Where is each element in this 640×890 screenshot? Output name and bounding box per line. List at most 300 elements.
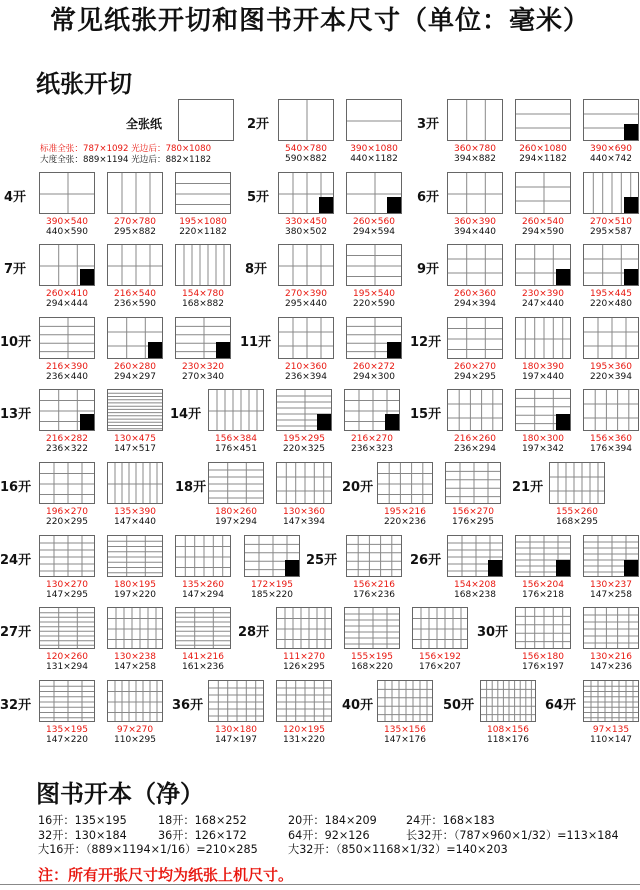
size-label: [33, 725, 101, 745]
trimmed-size: 260×1080: [519, 144, 567, 154]
sheet-size: 126×295: [283, 662, 325, 672]
sheet-size: 118×176: [487, 735, 529, 745]
sheet-size: 590×882: [285, 154, 327, 164]
cut-count-label: 28开: [238, 625, 270, 640]
offcut-block: [317, 414, 331, 430]
size-label: [33, 289, 101, 309]
sheet-size: 147×517: [114, 444, 156, 454]
cut-count-label: 15开: [410, 407, 442, 422]
sheet-size: 236×322: [46, 444, 88, 454]
offcut-block: [216, 342, 230, 358]
size-label: [272, 217, 340, 237]
size-label: [101, 580, 169, 600]
book-size-entry: 18开：168×252: [158, 814, 247, 827]
paper-sheet-box: [515, 172, 571, 214]
paper-sheet-box: [276, 462, 332, 504]
cut-count-label: 11开: [240, 335, 272, 350]
paper-sheet-box: [175, 535, 231, 577]
offcut-block: [624, 197, 638, 213]
offcut-block: [80, 414, 94, 430]
trimmed-size: 230×390: [522, 289, 564, 299]
book-size-entry: 64开：92×126: [288, 828, 370, 842]
bottom-divider: [0, 884, 640, 885]
size-label: [577, 289, 640, 309]
trimmed-size: 270×510: [590, 217, 632, 227]
paper-sheet-box: [107, 535, 163, 577]
cut-count-label: 64开: [545, 698, 577, 713]
trimmed-size: 130×216: [590, 652, 632, 662]
sheet-size: 168×220: [351, 662, 393, 672]
paper-sheet-box: [583, 607, 639, 649]
paper-sheet-box: [107, 462, 163, 504]
trimmed-size: 195×216: [384, 507, 426, 517]
size-label: [101, 217, 169, 237]
size-label: [441, 289, 509, 309]
size-label: [33, 652, 101, 672]
trimmed-size: 120×195: [283, 725, 325, 735]
offcut-block: [624, 560, 638, 576]
size-label: [101, 507, 169, 527]
sheet-size: 295×587: [590, 227, 632, 237]
trimmed-size: 135×260: [182, 580, 224, 590]
size-label: [441, 217, 509, 237]
paper-sheet-box: [107, 389, 163, 431]
size-label: [509, 362, 577, 382]
paper-sheet-box: [107, 317, 163, 359]
size-label: [509, 289, 577, 309]
paper-sheet-box: [583, 244, 639, 286]
sheet-size: 236×294: [454, 444, 496, 454]
paper-sheet-box: [107, 680, 163, 722]
size-label: [340, 362, 408, 382]
paper-sheet-box: [39, 462, 95, 504]
offcut-block: [488, 560, 502, 576]
trimmed-size: 195×295: [283, 434, 325, 444]
sheet-size: 147×220: [46, 735, 88, 745]
trimmed-size: 216×390: [46, 362, 88, 372]
size-label: [270, 725, 338, 745]
sheet-size: 147×258: [114, 662, 156, 672]
size-label: [509, 144, 577, 164]
sheet-size: 236×590: [114, 299, 156, 309]
paper-sheet-box: [175, 244, 231, 286]
trimmed-size: 195×540: [353, 289, 395, 299]
paper-sheet-box: [346, 535, 402, 577]
size-label: [441, 362, 509, 382]
size-label: [577, 144, 640, 164]
full-sheet-label: 全张纸: [126, 117, 163, 131]
trimmed-size: 97×135: [592, 725, 630, 735]
sheet-size: 220×236: [384, 517, 426, 527]
trimmed-size: 360×780: [454, 144, 496, 154]
std-full-value: 787×1092 光边后：780×1080: [82, 144, 212, 154]
book-size-entry: 20开：184×209: [288, 814, 377, 827]
sheet-size: 147×295: [46, 590, 88, 600]
sheet-size: 295×882: [114, 227, 156, 237]
trimmed-size: 216×270: [351, 434, 393, 444]
paper-sheet-box: [412, 607, 468, 649]
paper-sheet-box: [447, 172, 503, 214]
trimmed-size: 141×216: [182, 652, 224, 662]
sheet-size: 220×325: [283, 444, 325, 454]
trimmed-size: 156×270: [452, 507, 494, 517]
trimmed-size: 111×270: [283, 652, 325, 662]
trimmed-size: 260×540: [522, 217, 564, 227]
trimmed-size: 155×195: [351, 652, 393, 662]
offcut-block: [624, 269, 638, 285]
trimmed-size: 130×360: [283, 507, 325, 517]
size-label: [272, 362, 340, 382]
paper-sheet-box: [515, 99, 571, 141]
trimmed-size: 108×156: [487, 725, 529, 735]
sheet-size: 161×236: [182, 662, 224, 672]
sheet-size: 168×882: [182, 299, 224, 309]
size-label: [238, 580, 306, 600]
trimmed-size: 390×1080: [350, 144, 398, 154]
trimmed-size: 195×1080: [179, 217, 227, 227]
cut-count-label: 25开: [306, 553, 338, 568]
trimmed-size: 260×560: [353, 217, 395, 227]
sheet-size: 220×590: [353, 299, 395, 309]
sheet-size: 185×220: [251, 590, 293, 600]
size-label: [33, 580, 101, 600]
size-label: [101, 289, 169, 309]
paper-sheet-box: [447, 99, 503, 141]
trimmed-size: 156×360: [590, 434, 632, 444]
sheet-size: 176×394: [590, 444, 632, 454]
trimmed-size: 540×780: [285, 144, 327, 154]
size-label: [101, 362, 169, 382]
cut-count-label: 2开: [247, 117, 270, 132]
trimmed-size: 260×272: [353, 362, 395, 372]
trimmed-size: 180×300: [522, 434, 564, 444]
trimmed-size: 97×270: [116, 725, 154, 735]
paper-sheet-box: [276, 389, 332, 431]
section-paper-title: 纸张开切: [36, 70, 132, 98]
size-label: [509, 434, 577, 454]
cut-count-label: 20开: [342, 480, 374, 495]
sheet-size: 380×502: [285, 227, 327, 237]
size-label: [33, 434, 101, 454]
size-label: [169, 652, 237, 672]
paper-sheet-box: [175, 607, 231, 649]
size-label: [169, 217, 237, 237]
full-sheet-sizes: [40, 144, 211, 166]
sheet-size: 168×295: [556, 517, 598, 527]
trimmed-size: 216×540: [114, 289, 156, 299]
sheet-size: 394×882: [454, 154, 496, 164]
paper-sheet-box: [39, 535, 95, 577]
cut-count-label: 30开: [477, 625, 509, 640]
size-label: [509, 217, 577, 237]
paper-sheet-box: [278, 99, 334, 141]
paper-sheet-box: [515, 535, 571, 577]
sheet-size: 220×1182: [179, 227, 227, 237]
size-label: [101, 652, 169, 672]
cut-count-label: 9开: [417, 262, 440, 277]
size-label: [270, 652, 338, 672]
size-label: [272, 144, 340, 164]
sheet-size: 236×440: [46, 372, 88, 382]
size-label: [340, 289, 408, 309]
paper-sheet-box: [208, 389, 264, 431]
paper-sheet-box: [39, 172, 95, 214]
cut-count-label: 3开: [417, 117, 440, 132]
size-label: [272, 289, 340, 309]
size-label: [474, 725, 542, 745]
size-label: [338, 652, 406, 672]
book-size-entry: 16开：135×195: [38, 814, 127, 827]
trimmed-size: 135×195: [46, 725, 88, 735]
sheet-size: 197×342: [522, 444, 564, 454]
cut-count-label: 24开: [0, 553, 32, 568]
paper-sheet-box: [178, 99, 234, 141]
sheet-size: 294×295: [454, 372, 496, 382]
paper-sheet-box: [39, 244, 95, 286]
trimmed-size: 195×445: [590, 289, 632, 299]
sheet-size: 147×236: [590, 662, 632, 672]
sheet-size: 247×440: [522, 299, 564, 309]
size-label: [202, 725, 270, 745]
trimmed-size: 180×195: [114, 580, 156, 590]
offcut-block: [148, 342, 162, 358]
trimmed-size: 130×237: [590, 580, 632, 590]
trimmed-size: 156×180: [522, 652, 564, 662]
section-book-title: 图书开本（净）: [36, 780, 204, 808]
size-label: [577, 580, 640, 600]
paper-sheet-box: [278, 317, 334, 359]
cut-count-label: 16开: [0, 480, 32, 495]
sheet-size: 176×197: [522, 662, 564, 672]
size-label: [340, 144, 408, 164]
sheet-size: 220×480: [590, 299, 632, 309]
size-label: [577, 725, 640, 745]
trimmed-size: 260×270: [454, 362, 496, 372]
size-label: [169, 580, 237, 600]
trimmed-size: 260×360: [454, 289, 496, 299]
sheet-size: 220×394: [590, 372, 632, 382]
sheet-size: 270×340: [182, 372, 224, 382]
sheet-size: 294×394: [454, 299, 496, 309]
trimmed-size: 154×780: [182, 289, 224, 299]
size-label: [340, 217, 408, 237]
paper-sheet-box: [515, 389, 571, 431]
book-size-entry: 36开：126×172: [158, 828, 247, 842]
trimmed-size: 270×780: [114, 217, 156, 227]
trimmed-size: 260×280: [114, 362, 156, 372]
trimmed-size: 390×540: [46, 217, 88, 227]
size-label: [441, 434, 509, 454]
cut-count-label: 5开: [247, 190, 270, 205]
size-label: [371, 507, 439, 527]
sheet-size: 131×220: [283, 735, 325, 745]
trimmed-size: 156×192: [419, 652, 461, 662]
offcut-block: [387, 342, 401, 358]
paper-sheet-box: [447, 317, 503, 359]
paper-sheet-box: [208, 680, 264, 722]
trimmed-size: 120×260: [46, 652, 88, 662]
offcut-block: [556, 414, 570, 430]
size-label: [577, 362, 640, 382]
trimmed-size: 216×260: [454, 434, 496, 444]
offcut-block: [319, 197, 333, 213]
cut-count-label: 21开: [512, 480, 544, 495]
size-label: [543, 507, 611, 527]
paper-sheet-box: [515, 607, 571, 649]
sheet-size: 197×294: [215, 517, 257, 527]
sheet-size: 131×294: [46, 662, 88, 672]
std-full-prefix: 标准全张：: [40, 144, 83, 154]
sheet-size: 110×295: [114, 735, 156, 745]
sheet-size: 220×295: [46, 517, 88, 527]
cut-count-label: 10开: [0, 335, 32, 350]
page-title: 常见纸张开切和图书开本尺寸（单位：毫米）: [49, 6, 590, 36]
paper-sheet-box: [276, 680, 332, 722]
sheet-size: 176×451: [215, 444, 257, 454]
size-label: [509, 652, 577, 672]
sheet-size: 176×295: [452, 517, 494, 527]
cut-count-label: 26开: [410, 553, 442, 568]
cut-count-label: 32开: [0, 698, 32, 713]
paper-sheet-box: [377, 462, 433, 504]
sheet-size: 110×147: [590, 735, 632, 745]
size-label: [169, 362, 237, 382]
trimmed-size: 135×390: [114, 507, 156, 517]
sheet-size: 394×440: [454, 227, 496, 237]
sheet-size: 147×294: [182, 590, 224, 600]
size-label: [338, 434, 406, 454]
sheet-size: 147×176: [384, 735, 426, 745]
paper-sheet-box: [445, 462, 501, 504]
size-label: [439, 507, 507, 527]
sheet-size: 294×594: [353, 227, 395, 237]
trimmed-size: 180×260: [215, 507, 257, 517]
paper-sheet-box: [480, 680, 536, 722]
sheet-size: 440×742: [590, 154, 632, 164]
trimmed-size: 156×204: [522, 580, 564, 590]
sheet-size: 147×258: [590, 590, 632, 600]
trimmed-size: 155×260: [556, 507, 598, 517]
book-size-entry: 大32开：（850×1168×1/32）=140×203: [288, 843, 508, 856]
size-label: [577, 434, 640, 454]
paper-sheet-box: [346, 99, 402, 141]
sheet-size: 294×297: [114, 372, 156, 382]
paper-sheet-box: [278, 172, 334, 214]
trimmed-size: 196×270: [46, 507, 88, 517]
paper-sheet-box: [344, 607, 400, 649]
sheet-size: 168×238: [454, 590, 496, 600]
paper-sheet-box: [447, 244, 503, 286]
size-label: [441, 580, 509, 600]
trimmed-size: 195×360: [590, 362, 632, 372]
book-size-entry: 长32开：（787×960×1/32）=113×184: [406, 828, 619, 842]
offcut-block: [385, 414, 399, 430]
paper-sheet-box: [583, 389, 639, 431]
size-label: [202, 434, 270, 454]
paper-sheet-box: [39, 607, 95, 649]
cut-count-label: 4开: [4, 190, 27, 205]
trimmed-size: 260×410: [46, 289, 88, 299]
paper-sheet-box: [175, 317, 231, 359]
book-size-entry: 32开：130×184: [38, 828, 127, 842]
size-label: [270, 434, 338, 454]
offcut-block: [556, 560, 570, 576]
size-label: [509, 580, 577, 600]
trimmed-size: 270×390: [285, 289, 327, 299]
size-label: [340, 580, 408, 600]
size-label: [33, 362, 101, 382]
paper-sheet-box: [344, 389, 400, 431]
size-label: [33, 507, 101, 527]
sheet-size: 147×394: [283, 517, 325, 527]
paper-sheet-box: [208, 462, 264, 504]
paper-sheet-box: [39, 389, 95, 431]
trimmed-size: 180×390: [522, 362, 564, 372]
sheet-size: 176×207: [419, 662, 461, 672]
trimmed-size: 210×360: [285, 362, 327, 372]
size-label: [202, 507, 270, 527]
sheet-size: 294×300: [353, 372, 395, 382]
size-label: [577, 217, 640, 237]
cut-count-label: 7开: [4, 262, 27, 277]
paper-sheet-box: [583, 680, 639, 722]
paper-sheet-box: [515, 244, 571, 286]
size-label: [101, 434, 169, 454]
paper-sheet-box: [377, 680, 433, 722]
trimmed-size: 130×475: [114, 434, 156, 444]
size-label: [441, 144, 509, 164]
size-label: [270, 507, 338, 527]
paper-sheet-box: [278, 244, 334, 286]
sheet-size: 236×394: [285, 372, 327, 382]
trimmed-size: 130×270: [46, 580, 88, 590]
sheet-size: 147×440: [114, 517, 156, 527]
paper-sheet-box: [583, 172, 639, 214]
paper-sheet-box: [447, 535, 503, 577]
paper-sheet-box: [39, 680, 95, 722]
sheet-size: 440×590: [46, 227, 88, 237]
paper-sheet-box: [346, 317, 402, 359]
sheet-size: 176×236: [353, 590, 395, 600]
sheet-size: 147×197: [215, 735, 257, 745]
paper-sheet-box: [346, 172, 402, 214]
paper-sheet-box: [107, 244, 163, 286]
size-label: [577, 652, 640, 672]
offcut-block: [285, 560, 299, 576]
paper-sheet-box: [515, 317, 571, 359]
book-size-entry: 24开：168×183: [406, 814, 495, 827]
sheet-size: 236×323: [351, 444, 393, 454]
paper-sheet-box: [244, 535, 300, 577]
cut-count-label: 40开: [342, 698, 374, 713]
sheet-size: 295×440: [285, 299, 327, 309]
sheet-size: 294×1182: [519, 154, 567, 164]
cut-count-label: 18开: [175, 480, 207, 495]
cut-count-label: 14开: [170, 407, 202, 422]
big-full-value: 889×1194 光边后：882×1182: [82, 155, 212, 165]
book-size-entry: 大16开：（889×1194×1/16）=210×285: [38, 843, 258, 856]
paper-sheet-box: [549, 462, 605, 504]
size-label: [169, 289, 237, 309]
size-label: [406, 652, 474, 672]
sheet-size: 294×444: [46, 299, 88, 309]
trimmed-size: 135×156: [384, 725, 426, 735]
trimmed-size: 390×690: [590, 144, 632, 154]
size-label: [371, 725, 439, 745]
big-full-prefix: 大度全张：: [40, 155, 83, 165]
cut-count-label: 13开: [0, 407, 32, 422]
trimmed-size: 156×216: [353, 580, 395, 590]
